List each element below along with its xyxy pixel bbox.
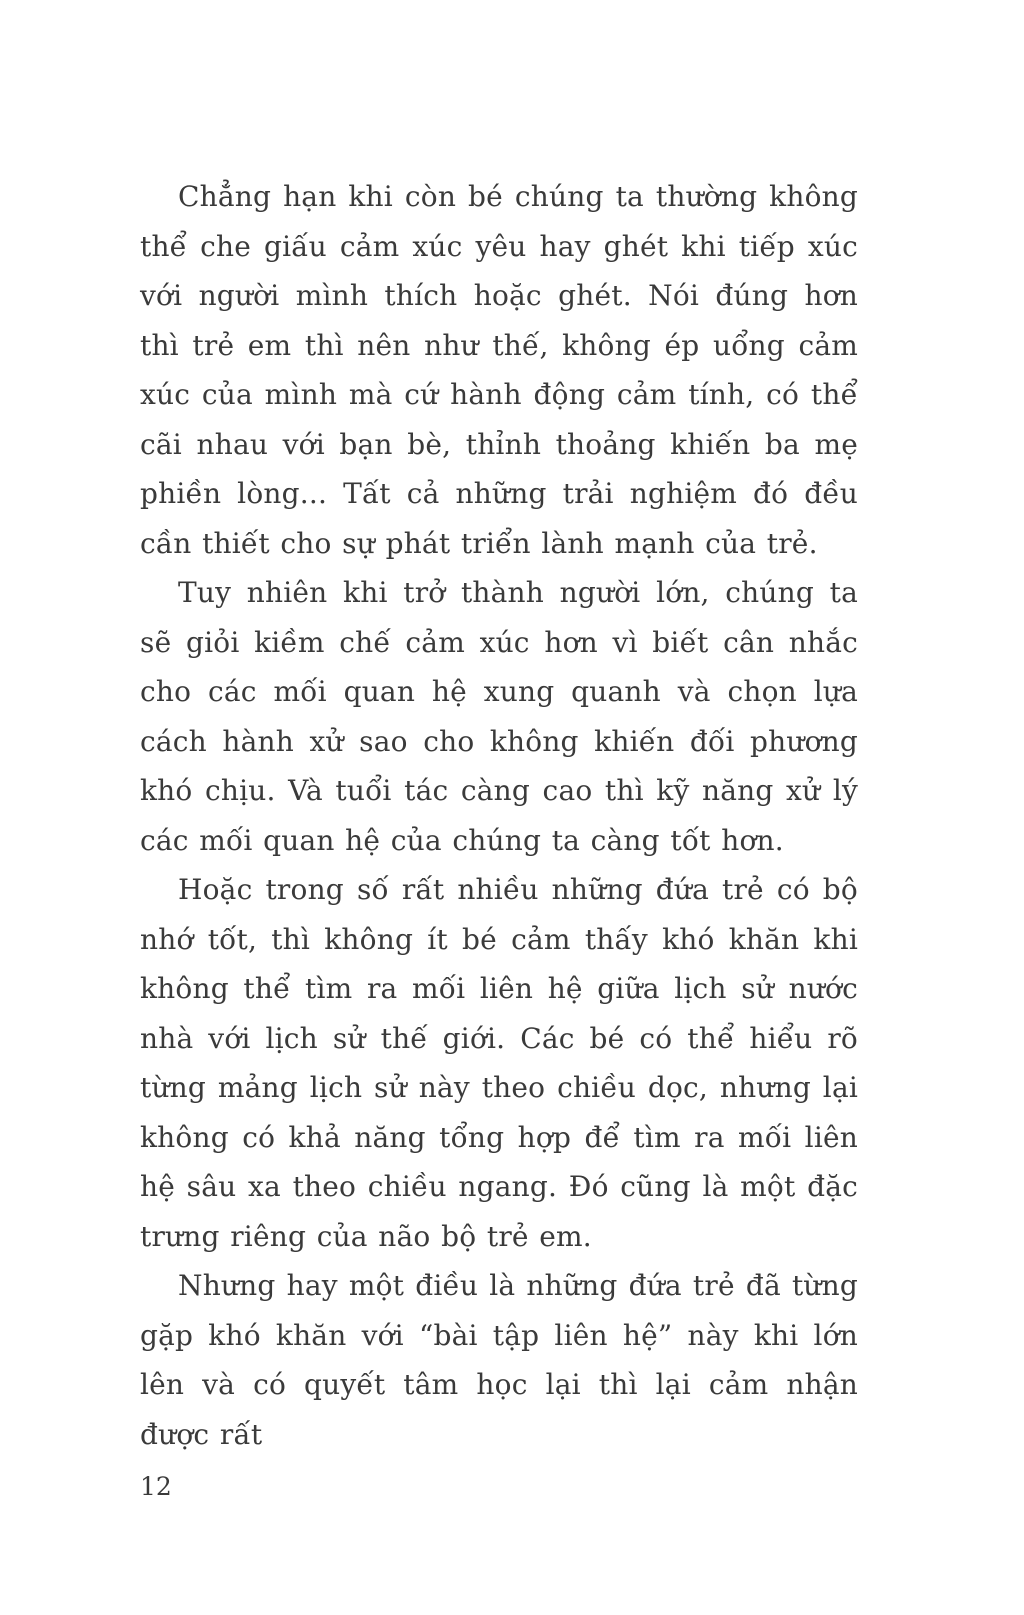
body-text [140, 172, 858, 1459]
page-number: 12 [140, 1472, 172, 1501]
paragraph-4: Nhưng hay một điều là những đứa trẻ đã từng gặp khó khăn với “bài tập liên hệ” này khi lớn lên và có quyết tâm học lại thì lại cảm nhận được rất [140, 1269, 858, 1451]
paragraph-3: Hoặc trong số rất nhiều những đứa trẻ có bộ nhớ tốt, thì không ít bé cảm thấy khó khăn khi không thể tìm ra mối liên hệ giữa lịch sử nước nhà với lịch sử thế giới. Các bé có thể hiểu rõ từng mảng lịch sử này theo chiều dọc, nhưng lại không có khả năng tổng hợp để tìm ra mối liên hệ sâu xa theo chiều ngang. Đó cũng là một đặc trưng riêng của não bộ trẻ em. [140, 873, 858, 1253]
paragraph-2: Tuy nhiên khi trở thành người lớn, chúng ta sẽ giỏi kiềm chế cảm xúc hơn vì biết cân nhắc cho các mối quan hệ xung quanh và chọn lựa cách hành xử sao cho không khiến đối phương khó chịu. Và tuổi tác càng cao thì kỹ năng xử lý các mối quan hệ của chúng ta càng tốt hơn. [140, 576, 858, 857]
paragraph-1: Chẳng hạn khi còn bé chúng ta thường không thể che giấu cảm xúc yêu hay ghét khi tiếp xúc với người mình thích hoặc ghét. Nói đúng hơn thì trẻ em thì nên như thế, không ép uổng cảm xúc của mình mà cứ hành động cảm tính, có thể cãi nhau với bạn bè, thỉnh thoảng khiến ba mẹ phiền lòng... Tất cả những trải nghiệm đó đều cần thiết cho sự phát triển lành mạnh của trẻ. [140, 180, 858, 560]
